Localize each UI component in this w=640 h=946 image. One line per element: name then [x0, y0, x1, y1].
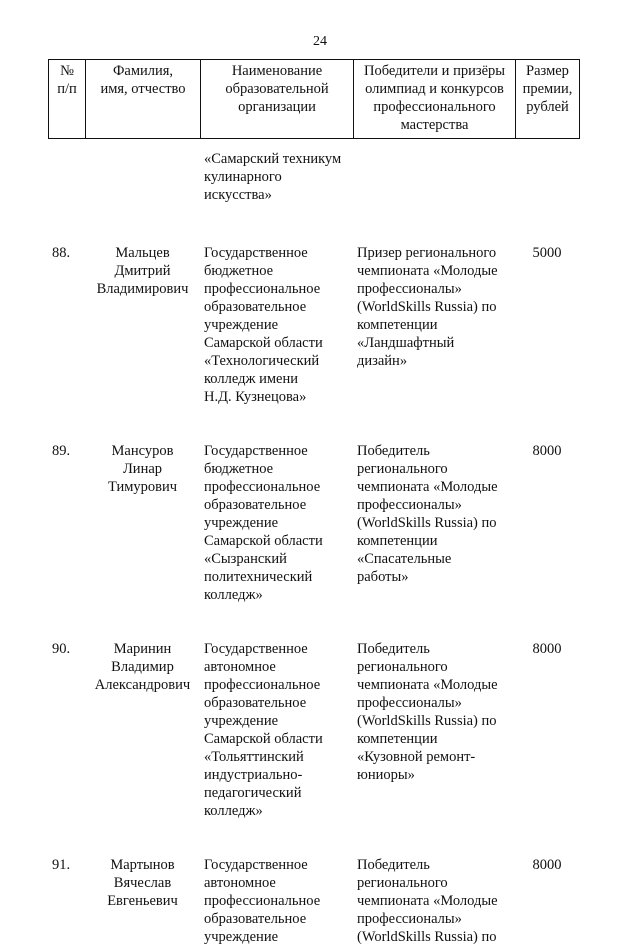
cell-amount: 8000: [532, 641, 562, 657]
table-row: [48, 640, 579, 856]
cell-name: Мартынов Вячеслав Евгеньевич: [107, 857, 178, 909]
table-row: [48, 442, 579, 640]
table-row-continuation: [48, 150, 579, 244]
cell-num: 91.: [52, 857, 71, 873]
cell-org: Государственное бюджетное профессиональное образовательное учреждение Самарской области «Сызранский политехнический колледж»: [204, 443, 323, 603]
header-amount: Размер премии, рублей: [516, 60, 580, 139]
cell-org: «Самарский техникум кулинарного искусства»: [204, 151, 342, 203]
cell-award: Победитель регионального чемпионата «Молодые профессионалы» (WorldSkills Russia) по: [357, 857, 498, 945]
header-name: Фамилия, имя, отчество: [86, 60, 201, 139]
table-body: [48, 150, 579, 946]
cell-amount: 8000: [532, 443, 562, 459]
cell-org: Государственное автономное профессиональное образовательное учреждение: [204, 857, 321, 945]
cell-name: Мансуров Линар Тимурович: [107, 443, 178, 495]
page-number: 24: [313, 34, 327, 49]
cell-org: Государственное бюджетное профессиональное образовательное учреждение Самарской области «Технологический колледж имени Н.Д. Кузнецова»: [204, 245, 323, 405]
header-num: № п/п: [49, 60, 86, 139]
cell-name: Мальцев Дмитрий Владимирович: [96, 245, 189, 297]
cell-amount: 8000: [532, 857, 562, 873]
table-row: [48, 856, 579, 946]
cell-num: 88.: [52, 245, 71, 261]
cell-award: Призер регионального чемпионата «Молодые профессионалы» (WorldSkills Russia) по компетенции «Ландшафтный дизайн»: [357, 245, 498, 369]
cell-num: 90.: [52, 641, 71, 657]
cell-org: Государственное автономное профессиональное образовательное учреждение Самарской области «Тольяттинский индустриально- педагогический колледж»: [204, 641, 323, 819]
header-award: Победители и призёры олимпиад и конкурсов профессионального мастерства: [354, 60, 516, 139]
cell-name: Маринин Владимир Александрович: [94, 641, 191, 693]
cell-amount: 5000: [532, 245, 562, 261]
header-org: Наименование образовательной организации: [201, 60, 354, 139]
cell-num: 89.: [52, 443, 71, 459]
cell-award: Победитель регионального чемпионата «Молодые профессионалы» (WorldSkills Russia) по компетенции «Кузовной ремонт- юниоры»: [357, 641, 498, 783]
cell-award: Победитель регионального чемпионата «Молодые профессионалы» (WorldSkills Russia) по компетенции «Спасательные работы»: [357, 443, 498, 585]
table-row: [48, 244, 579, 442]
table-header: [48, 59, 580, 139]
